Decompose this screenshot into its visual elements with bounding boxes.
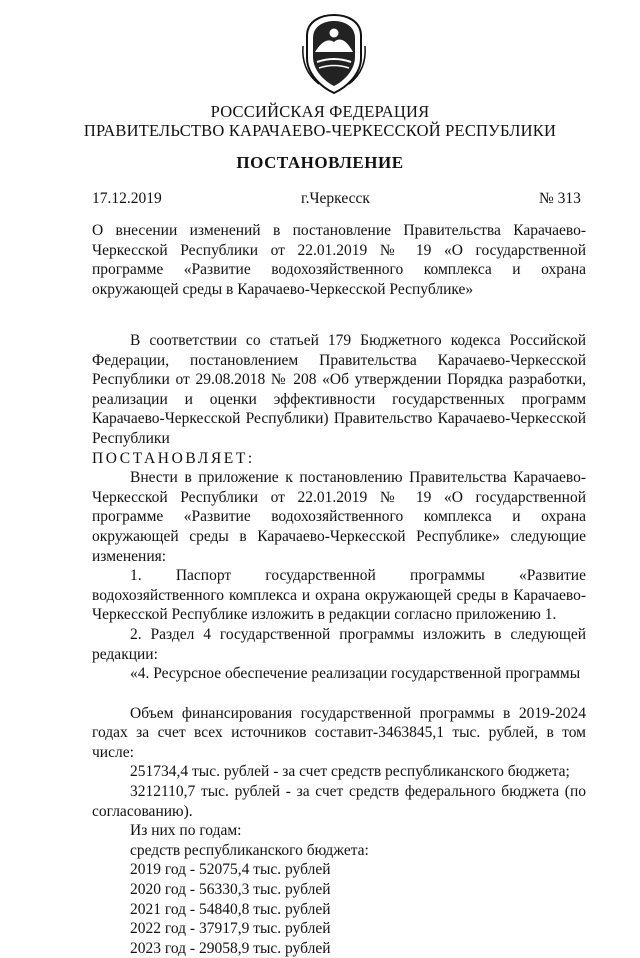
document-type: ПОСТАНОВЛЕНИЕ [236, 153, 404, 172]
item-2-paragraph: 2. Раздел 4 государственной программы изложить в следующей редакции: [92, 625, 586, 663]
item-1-paragraph: 1. Паспорт государственной программы «Развитие водохозяйственного комплекса и охрана окружающей среды в Карачаево-Черкесской Республике изложить в редакции согласно приложению 1. [92, 567, 586, 624]
by-years-label: Из них по годам: [130, 822, 242, 840]
intro-paragraph: Внести в приложение к постановлению Правительства Карачаево-Черкесской Республики от 22.01.2019 № 19 «О государственной программе «Развитие водохозяйственного комплекса и охрана окружающей среды в Карачаево-Черкесской Республике» следующие изменения: [92, 469, 586, 565]
year-amount: 2021 год - 54840,8 тыс. рублей [130, 900, 331, 918]
document-date: 17.12.2019 [92, 190, 162, 207]
financing-paragraph: Объем финансирования государственной программы в 2019-2024 годах за счет всех источников составит-3463845,1 тыс. рублей, в том числе: [92, 704, 586, 761]
republican-amount: 251734,4 тыс. рублей - за счет средств республиканского бюджета; [130, 763, 570, 781]
federal-amount: 3212110,7 тыс. рублей - за счет средств федерального бюджета (по согласованию). [92, 783, 586, 820]
republican-budget-label: средств республиканского бюджета: [130, 841, 369, 859]
header-country: РОССИЙСКАЯ ФЕДЕРАЦИЯ [210, 102, 430, 121]
section-title: «4. Ресурсное обеспечение реализации государственной программы [130, 665, 581, 683]
year-amount: 2023 год - 29058,9 тыс. рублей [130, 939, 331, 957]
year-amount: 2019 год - 52075,4 тыс. рублей [130, 861, 331, 879]
document-number: № 313 [539, 190, 581, 207]
coat-of-arms-icon [299, 12, 369, 96]
document-body [92, 331, 586, 958]
year-amount: 2020 год - 56330,3 тыс. рублей [130, 881, 331, 899]
decree-word: ПОСТАНОВЛЯЕТ: [92, 449, 255, 467]
document-title: О внесении изменений в постановление Правительства Карачаево-Черкесской Республики от 22.01.2019 № 19 «О государственной программе «Развитие водохозяйственного комплекса и охрана окружающей среды в Карачаево-Черкесской Республике» [92, 222, 586, 298]
year-amount: 2022 год - 37917,9 тыс. рублей [130, 920, 331, 938]
header-government: ПРАВИТЕЛЬСТВО КАРАЧАЕВО-ЧЕРКЕССКОЙ РЕСПУБЛИКИ [83, 121, 557, 140]
document-city: г.Черкесск [301, 190, 370, 207]
preamble-paragraph: В соответствии со статьей 179 Бюджетного кодекса Российской Федерации, постановлением Правительства Карачаево-Черкесской Республики от 29.08.2018 № 208 «Об утверждении Порядка разработки, реализации и оценки эффективности государственных программ Карачаево-Черкесской Республики) Правительство Карачаево-Черкесской Республики [92, 332, 586, 447]
